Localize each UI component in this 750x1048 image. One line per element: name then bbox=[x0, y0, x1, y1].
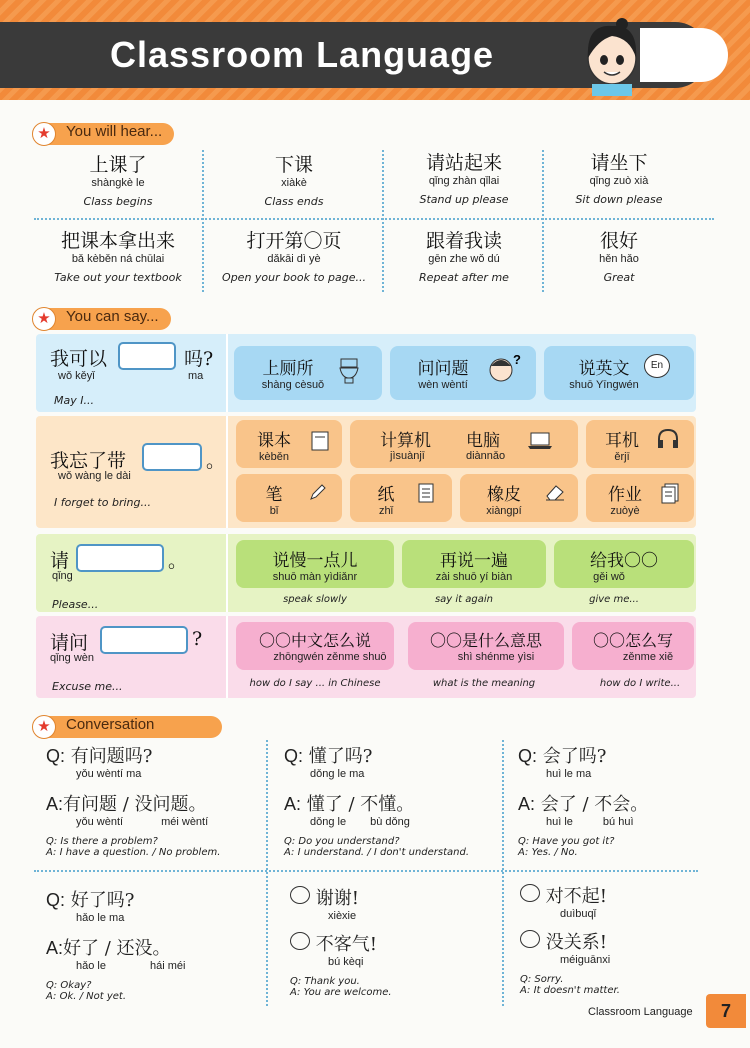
phrase-pinyin: qǐng bbox=[52, 570, 73, 582]
star-icon: ★ bbox=[32, 307, 56, 331]
blank-box bbox=[142, 443, 202, 471]
chip-english: say it again bbox=[434, 594, 494, 605]
conversation-cell: Q: 好了吗? hǎo le ma A:好了 / 还没。 hǎo le hái méi Q: Okay? A: Ok. / Not yet. bbox=[46, 890, 186, 1002]
chip-speak-english: 说英文 shuō Yīngwén En bbox=[544, 346, 694, 400]
paper-icon bbox=[416, 482, 436, 504]
phrase-english: Excuse me... bbox=[52, 680, 123, 693]
phrase-pinyin: qǐng wèn bbox=[50, 652, 95, 664]
phrase-end: 。 bbox=[206, 450, 226, 472]
hear-item: 请站起来 qǐng zhàn qǐlai Stand up please bbox=[419, 152, 509, 206]
hear-item: 上课了 shàngkè le Class begins bbox=[83, 154, 153, 208]
blank-box bbox=[76, 544, 164, 572]
chip-eraser: 橡皮 xiàngpí bbox=[460, 474, 578, 522]
chip-homework: 作业 zuòyè bbox=[586, 474, 694, 522]
chip-english: how do I say ... in Chinese bbox=[249, 678, 381, 689]
pen-icon bbox=[308, 482, 328, 502]
footer-section-name: Classroom Language bbox=[588, 1006, 693, 1018]
chip-english: give me... bbox=[589, 594, 639, 605]
section-label-hear bbox=[34, 123, 174, 145]
phrase-end: 吗? bbox=[184, 348, 214, 370]
hear-item: 很好 hěn hǎo Great bbox=[599, 230, 639, 284]
header-bar-end bbox=[640, 28, 728, 82]
conversation-cell: 谢谢! xièxie 不客气! bú kèqi Q: Thank you. A: You are welcome. bbox=[290, 888, 392, 998]
phrase-start: 请 bbox=[50, 550, 70, 572]
chip-speak-slowly: 说慢一点儿 shuō màn yìdiǎnr bbox=[236, 540, 394, 588]
section-label-text: You will hear... bbox=[66, 123, 163, 140]
phrase-english: May I... bbox=[54, 394, 94, 407]
toilet-icon bbox=[338, 358, 360, 384]
chip-say-again: 再说一遍 zài shuō yí biàn bbox=[402, 540, 546, 588]
blank-box bbox=[118, 342, 176, 370]
section-label-text: Conversation bbox=[66, 716, 155, 733]
hear-item: 下课 xiàkè Class ends bbox=[264, 154, 324, 208]
chip-english: what is the meaning bbox=[432, 678, 536, 689]
phrase-end: 。 bbox=[168, 550, 188, 572]
phrase-pinyin: wǒ wàng le dài bbox=[58, 470, 131, 482]
speech-bubble-icon bbox=[520, 884, 540, 902]
page-number: 7 bbox=[706, 994, 746, 1028]
phrase-english: Please... bbox=[52, 598, 99, 611]
homework-icon bbox=[660, 482, 680, 504]
chip-english: speak slowly bbox=[283, 594, 347, 605]
svg-text:?: ? bbox=[513, 352, 521, 367]
section-label-conversation bbox=[34, 716, 222, 738]
page-title: Classroom Language bbox=[110, 34, 495, 75]
divider bbox=[266, 740, 268, 1006]
phrase-pinyin-end: ma bbox=[188, 370, 204, 382]
headphones-icon bbox=[656, 428, 680, 450]
phrase-start: 请问 bbox=[50, 632, 89, 654]
chip-how-write: 〇〇怎么写 zěnme xiě bbox=[572, 622, 694, 670]
chip-how-say-chinese: 〇〇中文怎么说 zhōngwén zěnme shuō bbox=[236, 622, 394, 670]
hear-item: 把课本拿出来 bǎ kèběn ná chūlai Take out your textbook bbox=[54, 230, 182, 284]
phrase-pinyin: wǒ kěyǐ bbox=[58, 370, 95, 382]
chip-toilet: 上厕所 shàng cèsuǒ bbox=[234, 346, 382, 400]
student-question-icon bbox=[486, 352, 522, 386]
phrase-english: I forget to bring... bbox=[54, 496, 151, 509]
eraser-icon bbox=[544, 482, 566, 502]
chip-english: how do I write... bbox=[599, 678, 681, 689]
speech-bubble-icon: En bbox=[644, 354, 670, 378]
section-label-text: You can say... bbox=[66, 308, 159, 325]
phrase-start: 我可以 bbox=[50, 348, 108, 370]
star-icon: ★ bbox=[32, 715, 56, 739]
divider bbox=[502, 740, 504, 1006]
blank-box bbox=[100, 626, 188, 654]
star-icon: ★ bbox=[32, 122, 56, 146]
chip-paper: 纸 zhǐ bbox=[350, 474, 452, 522]
chip-headphones: 耳机 ěrjī bbox=[586, 420, 694, 468]
phrase-end: ? bbox=[192, 628, 203, 650]
hear-item: 打开第〇页 dǎkāi dì yè Open your book to page... bbox=[222, 230, 366, 284]
speech-bubble-icon bbox=[520, 930, 540, 948]
section-label-say bbox=[34, 308, 171, 330]
chip-pen: 笔 bǐ bbox=[236, 474, 342, 522]
phrase-start: 我忘了带 bbox=[50, 450, 127, 472]
hear-item: 请坐下 qǐng zuò xià Sit down please bbox=[575, 152, 663, 206]
chip-what-meaning: 〇〇是什么意思 shì shénme yìsi bbox=[408, 622, 564, 670]
chip-give-me: 给我〇〇 gěi wǒ bbox=[554, 540, 694, 588]
divider bbox=[34, 870, 698, 872]
book-icon bbox=[310, 430, 330, 452]
conversation-cell: Q: 会了吗? huì le ma A: 会了 / 不会。 huì le bú huì Q: Have you got it? A: Yes. / No. bbox=[518, 746, 649, 858]
girl-illustration bbox=[578, 14, 646, 96]
hear-item: 跟着我读 gēn zhe wǒ dú Repeat after me bbox=[419, 230, 509, 284]
speech-bubble-icon bbox=[290, 932, 310, 950]
chip-ask-question: 问问题 wèn wèntí ? bbox=[390, 346, 536, 400]
laptop-icon bbox=[526, 430, 554, 452]
chip-computer: 计算机 jìsuànjī 电脑 diànnǎo bbox=[350, 420, 578, 468]
chip-textbook: 课本 kèběn bbox=[236, 420, 342, 468]
conversation-cell: 对不起! duìbuqǐ 没关系! méiguānxi Q: Sorry. A: It doesn't matter. bbox=[520, 886, 620, 996]
speech-bubble-icon bbox=[290, 886, 310, 904]
conversation-cell: Q: 懂了吗? dǒng le ma A: 懂了 / 不懂。 dǒng le bù dǒng Q: Do you understand? A: I understand. / I don't understand. bbox=[284, 746, 470, 858]
conversation-cell: Q: 有问题吗? yǒu wèntí ma A:有问题 / 没问题。 yǒu wèntí méi wèntí Q: Is there a problem? A: I have a question. / No problem. bbox=[46, 746, 221, 858]
